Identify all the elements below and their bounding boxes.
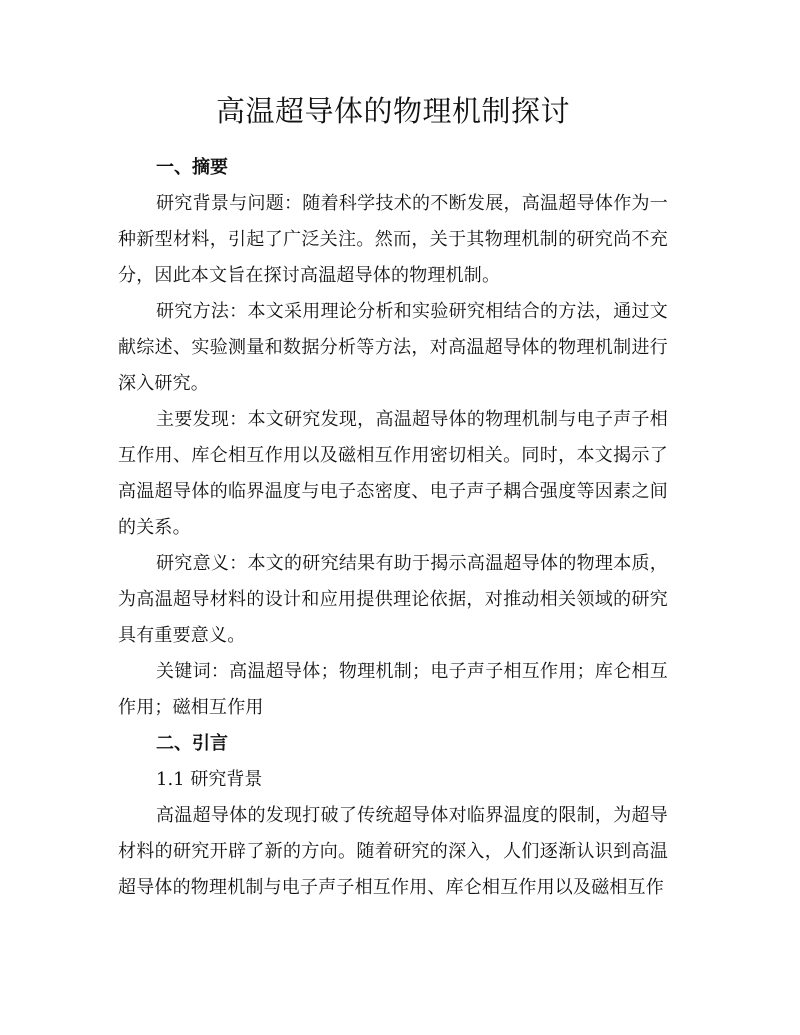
document-title: 高温超导体的物理机制探讨 [215, 94, 570, 128]
abstract-background-paragraph: 研究背景与问题：随着科学技术的不断发展，高温超导体作为一种新型材料，引起了广泛关注。然而，关于其物理机制的研究尚不充分，因此本文旨在探讨高温超导体的物理机制。 [118, 193, 668, 286]
title-spacer [118, 134, 668, 140]
introduction-paragraph: 高温超导体的发现打破了传统超导体对临界温度的限制，为超导材料的研究开辟了新的方向。随着研究的深入，人们逐渐认识到高温超导体的物理机制与电子声子相互作用、库仑相互作用以及磁相互作 [118, 805, 668, 898]
subsection-heading-research-background: 1.1 研究背景 [156, 769, 263, 790]
keywords-paragraph: 关键词：高温超导体；物理机制；电子声子相互作用；库仑相互作用；磁相互作用 [118, 661, 668, 718]
abstract-findings-paragraph: 主要发现：本文研究发现，高温超导体的物理机制与电子声子相互作用、库仑相互作用以及磁相互作用密切相关。同时，本文揭示了高温超导体的临界温度与电子态密度、电子声子耦合强度等因素之间的关系。 [118, 409, 668, 538]
abstract-significance-paragraph: 研究意义：本文的研究结果有助于揭示高温超导体的物理本质，为高温超导材料的设计和应用提供理论依据，对推动相关领域的研究具有重要意义。 [118, 553, 668, 646]
section-heading-introduction: 二、引言 [156, 733, 228, 754]
document-page [118, 88, 668, 906]
abstract-methods-paragraph: 研究方法：本文采用理论分析和实验研究相结合的方法，通过文献综述、实验测量和数据分析等方法，对高温超导体的物理机制进行深入研究。 [118, 301, 668, 394]
section-heading-abstract: 一、摘要 [156, 157, 228, 178]
